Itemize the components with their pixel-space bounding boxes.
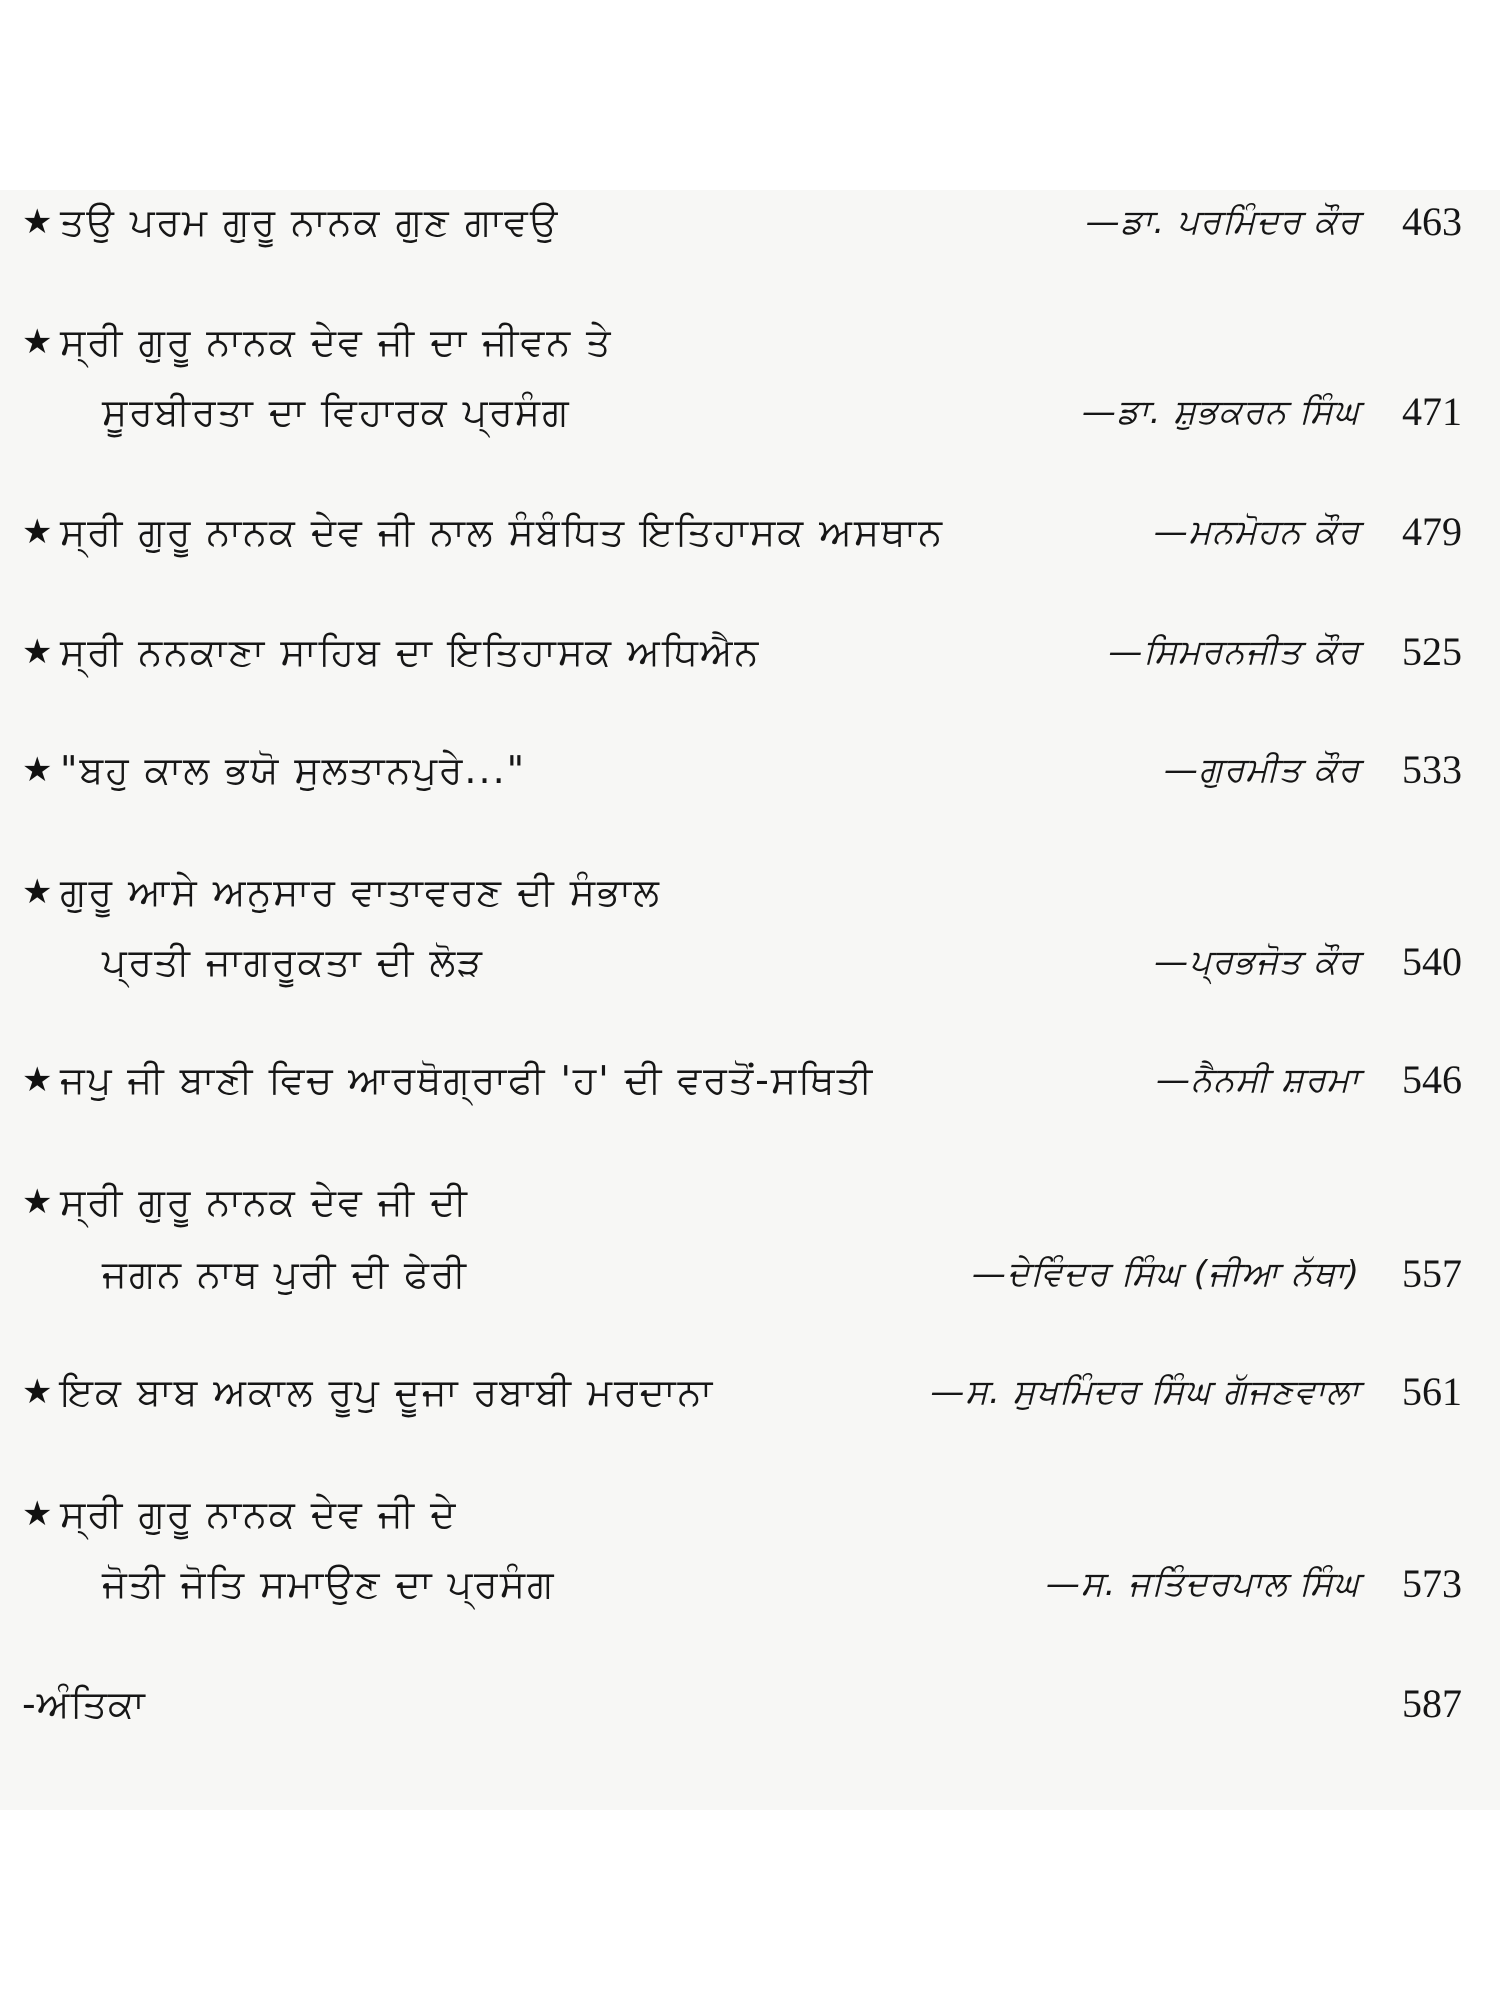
star-bullet-icon: ★ [22,202,53,242]
entry-page-number: 471 [1402,389,1462,434]
entry-page-number: 540 [1402,939,1462,984]
star-bullet-icon: ★ [22,632,53,672]
entry-author: —ਡਾ. ਪਰਮਿੰਦਰ ਕੌਰ [1085,202,1360,242]
entry-title-continued: ਪ੍ਰਤੀ ਜਾਗਰੂਕਤਾ ਦੀ ਲੋੜ [102,940,484,984]
entry-title-continued: ਸੂਰਬੀਰਤਾ ਦਾ ਵਿਹਾਰਕ ਪ੍ਰਸੰਗ [102,390,571,434]
entry-title: ਤਉ ਪਰਮ ਗੁਰੂ ਨਾਨਕ ਗੁਣ ਗਾਵਉ [60,200,560,244]
entry-title-continued: ਜੋਤੀ ਜੋਤਿ ਸਮਾਉਣ ਦਾ ਪ੍ਰਸੰਗ [102,1562,556,1606]
entry-title: ਸ੍ਰੀ ਨਨਕਾਣਾ ਸਾਹਿਬ ਦਾ ਇਤਿਹਾਸਕ ਅਧਿਐਨ [60,630,761,674]
entry-author: —ਸਿਮਰਨਜੀਤ ਕੌਰ [1108,632,1360,672]
star-bullet-icon: ★ [22,322,53,362]
entry-page-number: 546 [1402,1057,1462,1102]
entry-author: —ਮਨਮੋਹਨ ਕੌਰ [1153,512,1360,552]
entry-page-number: 573 [1402,1561,1462,1606]
star-bullet-icon: ★ [22,1060,53,1100]
appendix-label: -ਅੰਤਿਕਾ [22,1682,146,1726]
entry-page-number: 525 [1402,629,1462,674]
star-bullet-icon: ★ [22,1182,53,1222]
entry-author: —ਗੁਰਮੀਤ ਕੌਰ [1163,750,1360,790]
star-bullet-icon: ★ [22,1372,53,1412]
entry-title: ਜਪੁ ਜੀ ਬਾਣੀ ਵਿਚ ਆਰਥੋਗ੍ਰਾਫੀ 'ਹ' ਦੀ ਵਰਤੋਂ-ਸਥਿਤੀ [60,1058,875,1102]
entry-page-number: 533 [1402,747,1462,792]
entry-title: ਸ੍ਰੀ ਗੁਰੂ ਨਾਨਕ ਦੇਵ ਜੀ ਦਾ ਜੀਵਨ ਤੇ [60,320,613,364]
entry-title: ਸ੍ਰੀ ਗੁਰੂ ਨਾਨਕ ਦੇਵ ਜੀ ਦੀ [60,1180,469,1224]
entry-title: ਇਕ ਬਾਬ ਅਕਾਲ ਰੂਪੁ ਦੂਜਾ ਰਬਾਬੀ ਮਰਦਾਨਾ [60,1370,715,1414]
entry-page-number: 479 [1402,509,1462,554]
star-bullet-icon: ★ [22,750,53,790]
entry-author: —ਸ. ਸੁਖਮਿੰਦਰ ਸਿੰਘ ਗੱਜਣਵਾਲਾ [930,1372,1360,1412]
entry-page-number: 463 [1402,199,1462,244]
entry-page-number: 557 [1402,1251,1462,1296]
entry-title-continued: ਜਗਨ ਨਾਥ ਪੁਰੀ ਦੀ ਫੇਰੀ [102,1252,468,1296]
entry-author: —ਨੈਨਸੀ ਸ਼ਰਮਾ [1155,1060,1360,1100]
entry-author: —ਪ੍ਰਭਜੋਤ ਕੌਰ [1154,942,1360,982]
top-margin [0,0,1500,190]
entry-title: ਗੁਰੂ ਆਸੇ ਅਨੁਸਾਰ ਵਾਤਾਵਰਣ ਦੀ ਸੰਭਾਲ [60,870,661,914]
entry-title: ਸ੍ਰੀ ਗੁਰੂ ਨਾਨਕ ਦੇਵ ਜੀ ਨਾਲ ਸੰਬੰਧਿਤ ਇਤਿਹਾਸਕ ਅਸਥਾਨ [60,510,944,554]
entry-author: —ਡਾ. ਸ਼ੁਭਕਰਨ ਸਿੰਘ [1081,392,1360,432]
entry-author: —ਸ. ਜਤਿੰਦਰਪਾਲ ਸਿੰਘ [1045,1564,1360,1604]
star-bullet-icon: ★ [22,1494,53,1534]
star-bullet-icon: ★ [22,512,53,552]
entry-title: ਸ੍ਰੀ ਗੁਰੂ ਨਾਨਕ ਦੇਵ ਜੀ ਦੇ [60,1492,458,1536]
appendix-page-number: 587 [1402,1681,1462,1726]
entry-author: —ਦੇਵਿੰਦਰ ਸਿੰਘ (ਜੀਆ ਨੱਥਾ) [971,1254,1360,1294]
entry-page-number: 561 [1402,1369,1462,1414]
star-bullet-icon: ★ [22,872,53,912]
entry-title: "ਬਹੁ ਕਾਲ ਭਯੋ ਸੁਲਤਾਨਪੁਰੇ..." [60,748,527,792]
